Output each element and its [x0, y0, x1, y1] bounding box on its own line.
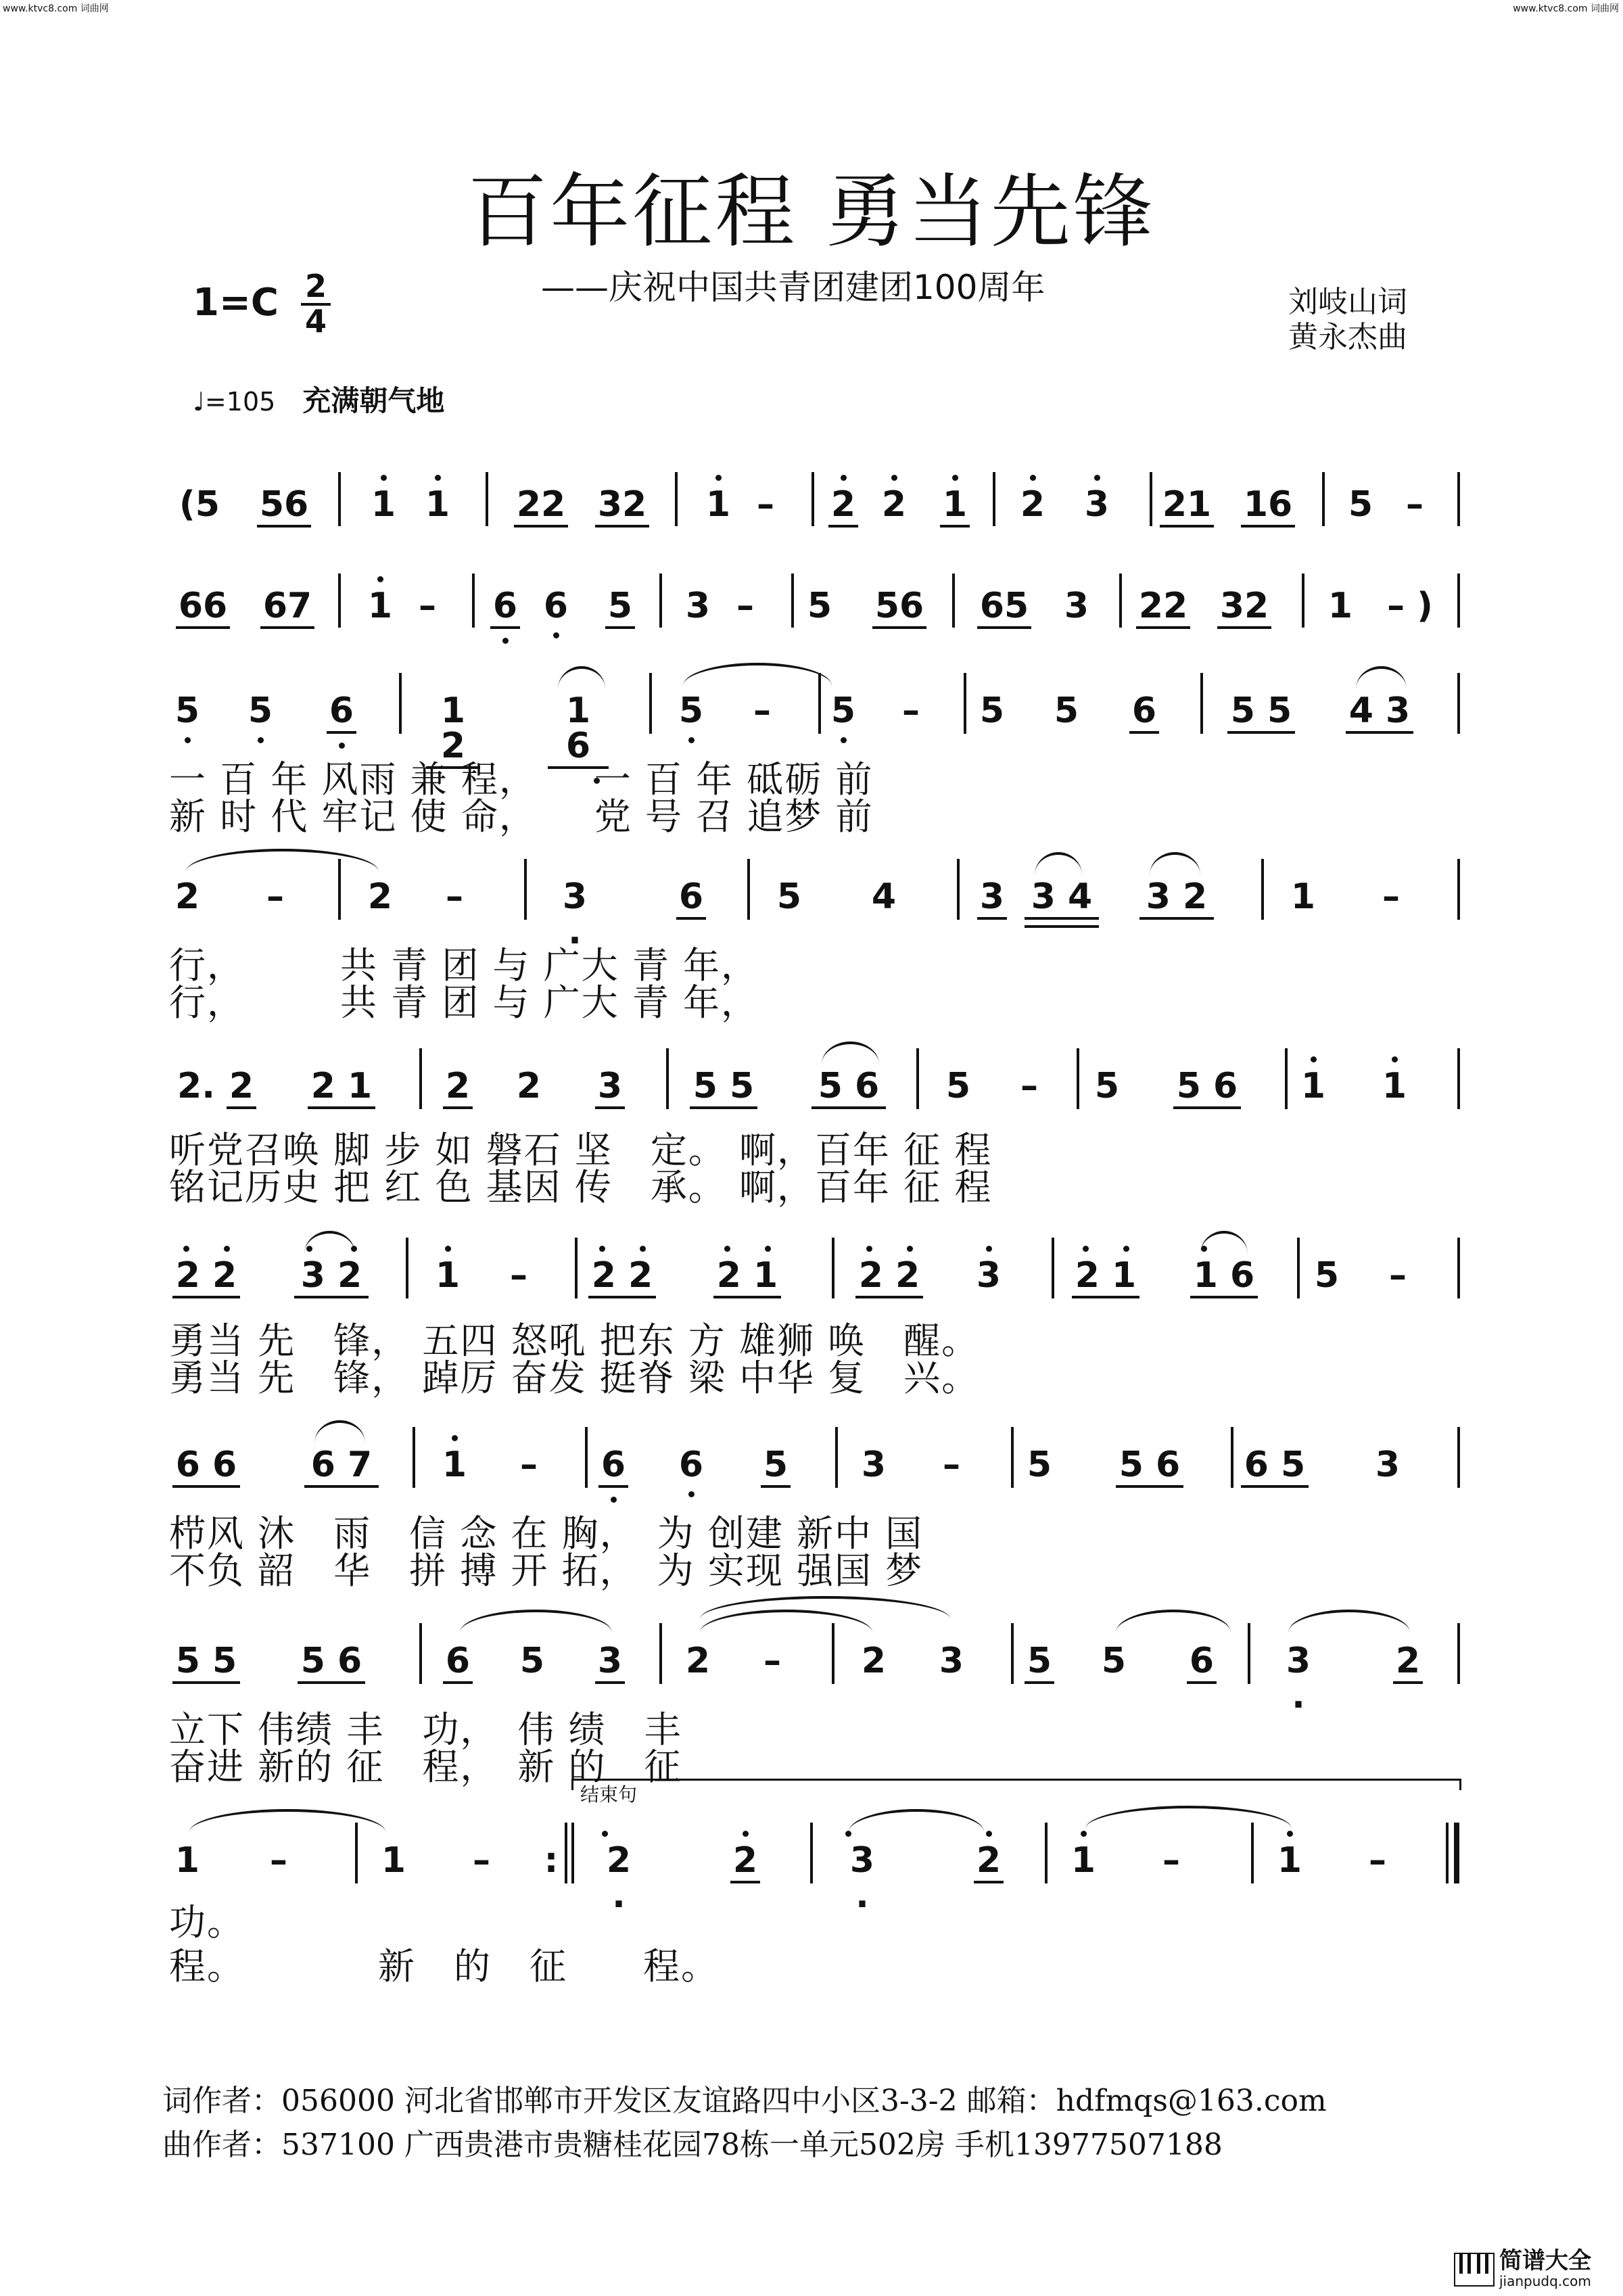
barline: [355, 1823, 358, 1883]
barline: [666, 1048, 669, 1109]
note: –: [1369, 1840, 1386, 1881]
ending-label: 结束句: [580, 1783, 638, 1806]
barline: [1322, 472, 1325, 526]
note: 6 5: [1241, 1447, 1309, 1488]
note: 22: [514, 487, 568, 528]
barline: [1248, 1623, 1250, 1684]
note: 3 .: [839, 1843, 886, 1913]
note: 5: [676, 693, 706, 728]
note: –: [510, 1255, 527, 1296]
note: 5 6: [1173, 1069, 1241, 1109]
composer-contact: 曲作者：537100 广西贵港市贵糖桂花园78栋一单元502房 手机13977507188: [162, 2128, 1223, 2162]
tie: [849, 1809, 984, 1832]
note: 6: [490, 588, 520, 629]
note: 5: [776, 876, 802, 917]
barline: [472, 573, 475, 628]
note: 2 1: [1072, 1258, 1139, 1298]
note: 5 6: [298, 1643, 365, 1684]
system-1: [0, 467, 1623, 582]
note: 6: [598, 1447, 628, 1488]
note: 1: [1380, 1069, 1409, 1104]
barline: [1457, 573, 1460, 628]
barline: [1251, 1823, 1254, 1883]
lyric-verse-2: 新 时 代 牢记 使 命， 党 号 召 追梦 前: [169, 795, 874, 838]
tie: [460, 1610, 612, 1633]
barline: [1457, 1623, 1460, 1684]
note: 1: [1068, 1843, 1098, 1878]
note: 3: [595, 1069, 625, 1109]
note: 4: [871, 876, 897, 917]
note: –: [1382, 876, 1400, 917]
lyric-verse-1: 行， 共 青 团 与 广大 青 年，: [169, 944, 759, 987]
barline: [338, 472, 341, 526]
time-signature-bottom: 4: [304, 303, 327, 339]
barline: [524, 859, 527, 920]
note: 3: [939, 1641, 964, 1681]
lyric-verse-1: 勇当 先 锋， 五四 怒吼 把东 方 雄狮 唤 醒。: [169, 1319, 980, 1362]
system-6: [0, 1224, 1623, 1400]
note: 6: [676, 879, 706, 920]
note: 2 1: [308, 1069, 375, 1109]
note: – ): [1387, 586, 1433, 626]
system-4: [0, 849, 1623, 1025]
note: 2.: [177, 1066, 215, 1106]
tie: [314, 1420, 365, 1443]
note: 6 7: [304, 1447, 379, 1488]
note: 32: [1217, 588, 1271, 629]
note: 2: [367, 876, 393, 917]
barline: [1052, 1238, 1054, 1298]
barline: [832, 1623, 834, 1684]
note: 67: [260, 588, 314, 629]
lyric-verse-1: 功。: [169, 1901, 245, 1944]
note: 6: [327, 693, 356, 734]
barline: [486, 472, 488, 526]
note: –: [736, 586, 754, 626]
note: 5: [172, 693, 202, 728]
note: 65: [977, 588, 1031, 629]
tie: [1035, 852, 1082, 875]
note: 6: [676, 1447, 706, 1482]
lyric-verse-2: 行， 共 青 团 与 广大 青 年，: [169, 981, 759, 1024]
note: 5: [1094, 1066, 1120, 1106]
tie: [822, 1041, 879, 1064]
site-logo: [1454, 2249, 1591, 2291]
note: 6 6: [172, 1447, 240, 1488]
header-left: www.ktvc8.com 词曲网: [3, 3, 109, 14]
note: 2: [730, 1843, 760, 1883]
note: –: [1020, 1066, 1038, 1106]
barline: [1446, 1823, 1449, 1883]
barline: [1077, 1048, 1079, 1109]
note: –: [1389, 1255, 1407, 1296]
note: 22: [1136, 588, 1190, 629]
barline: [585, 1427, 588, 1488]
note: 3: [1082, 487, 1112, 522]
system-5: [0, 1035, 1623, 1211]
tie: [1085, 1806, 1292, 1829]
note: –: [943, 1445, 960, 1485]
note: –: [520, 1445, 538, 1485]
note: 2: [516, 1066, 542, 1106]
note: 2 2: [172, 1258, 240, 1298]
lyric-verse-2: 不负 韶 华 拼 搏 开 拓， 为 实现 强国 梦: [169, 1549, 924, 1592]
note: –: [270, 1840, 287, 1881]
note: –: [473, 1840, 490, 1881]
system-9: [0, 1779, 1623, 1988]
note: 2: [443, 1069, 473, 1109]
note: 5: [1314, 1255, 1340, 1296]
barline: [832, 1238, 834, 1298]
note: –: [753, 690, 771, 731]
note: 5 5: [690, 1069, 757, 1109]
final-barline: [1454, 1823, 1459, 1883]
note: 1: [703, 487, 733, 522]
barline: [818, 673, 821, 734]
note: 3: [595, 1643, 625, 1684]
note: –: [446, 876, 463, 917]
barline: [1011, 1623, 1014, 1684]
note: 2 2: [588, 1258, 656, 1298]
tie: [1356, 666, 1407, 689]
note: 1: [1298, 1069, 1328, 1104]
barline: [952, 573, 955, 628]
note: –: [763, 1641, 781, 1681]
note: 5: [1054, 690, 1079, 731]
barline: [1457, 1048, 1460, 1109]
lyricist-credit: 刘岐山词: [1288, 285, 1407, 319]
logo-url: jianpudq.com: [1499, 2273, 1591, 2290]
note: –: [902, 690, 920, 731]
time-signature: [301, 268, 331, 339]
note: 1: [1275, 1843, 1304, 1878]
lyric-verse-1: 一 百 年 风雨 兼 程， 一 百 年 砥砺 前: [169, 758, 874, 801]
note: 5: [1348, 484, 1373, 525]
note: 1: [423, 487, 452, 522]
barline: [406, 1238, 408, 1298]
barline: [957, 859, 960, 920]
barline: [419, 1048, 422, 1109]
lyric-verse-2: 铭记历史 把 红 色 基因 传 承。 啊，百年 征 程: [169, 1166, 993, 1209]
note: 3: [974, 1258, 1004, 1293]
note: 4 3: [1346, 693, 1413, 734]
system-3: [0, 666, 1623, 842]
note: 6: [1129, 693, 1159, 734]
barline: [1457, 859, 1460, 920]
barline: [1302, 573, 1304, 628]
note: 5: [1025, 1643, 1054, 1684]
note: –: [419, 586, 436, 626]
barline: [1261, 859, 1264, 920]
tempo-bpm: ♩=105: [193, 387, 276, 417]
tie: [1288, 1610, 1410, 1633]
barline: [1457, 1238, 1460, 1298]
note: 6: [541, 588, 571, 624]
note: –: [757, 484, 774, 525]
barline: [1200, 673, 1203, 734]
barline: [575, 1238, 578, 1298]
barline: [1150, 472, 1152, 526]
system-8: [0, 1593, 1623, 1788]
note: 1: [940, 487, 970, 528]
note: 1: [365, 588, 395, 624]
ending-bracket: [571, 1779, 1461, 1790]
tempo-expression: 充满朝气地: [302, 384, 445, 417]
barline: [413, 1427, 415, 1488]
page-title: 百年征程 勇当先锋: [467, 165, 1156, 258]
note: 2: [174, 876, 200, 917]
note: 16: [1241, 487, 1295, 528]
lyric-verse-1: 栉风 沐 雨 信 念 在 胸， 为 创建 新中 国: [169, 1512, 924, 1555]
note: 3 2: [294, 1258, 369, 1298]
note: 6: [1187, 1643, 1217, 1684]
note: 5 6: [1116, 1447, 1183, 1488]
barline: [812, 472, 814, 526]
barline: [1011, 1427, 1014, 1488]
repeat-sign: :: [544, 1840, 559, 1881]
barline: [659, 1623, 662, 1684]
note: 1 2: [426, 693, 480, 769]
note: –: [266, 876, 284, 917]
lyric-verse-2: 奋进 新的 征 程， 新 的 征: [169, 1746, 682, 1788]
note: 5: [1101, 1641, 1127, 1681]
note: 21: [1160, 487, 1214, 528]
note: 5: [828, 693, 858, 728]
barline: [675, 472, 678, 526]
barline: [419, 1623, 422, 1684]
note: 5: [945, 1066, 971, 1106]
note: 3: [977, 879, 1007, 920]
note: 5: [979, 690, 1005, 731]
barline: [659, 573, 662, 628]
note: 2: [227, 1069, 256, 1109]
note: 2 2: [855, 1258, 923, 1298]
tie: [558, 666, 605, 689]
barline: [1297, 1238, 1300, 1298]
note: 3: [1375, 1445, 1401, 1485]
barline: [791, 573, 794, 628]
note: 1: [1290, 876, 1316, 917]
barline: [399, 673, 402, 734]
note: 2: [685, 1641, 711, 1681]
note: 5: [605, 588, 635, 629]
note: 5: [761, 1447, 791, 1488]
note: 3 .: [1286, 1641, 1311, 1716]
note: 6: [443, 1643, 473, 1684]
barline: [1045, 1823, 1048, 1883]
lyric-verse-1: 立下 伟绩 丰 功， 伟 绩 丰: [169, 1708, 682, 1751]
note: 1 6: [548, 693, 609, 769]
note: 3: [1064, 586, 1089, 626]
barline: [338, 573, 341, 628]
lyricist-contact: 词作者：056000 河北省邯郸市开发区友谊路四中小区3-3-2 邮箱：hdfmqs@163.com: [162, 2084, 1327, 2118]
key-signature: 1=C: [193, 281, 279, 325]
note: 3: [685, 586, 711, 626]
note: 5: [807, 586, 832, 626]
note: 2 1: [713, 1258, 781, 1298]
piano-icon: [1454, 2253, 1495, 2287]
barline: [338, 859, 341, 920]
barline: [649, 673, 652, 734]
tie: [1150, 852, 1200, 875]
note: 5: [1027, 1445, 1052, 1485]
barline: [916, 1048, 919, 1109]
repeat-barline: [565, 1823, 567, 1883]
note: 5: [519, 1641, 545, 1681]
barline: [810, 1823, 813, 1883]
subtitle: ——庆祝中国共青团建团100周年: [541, 268, 1045, 307]
tie: [1200, 1231, 1248, 1254]
note: 2: [828, 487, 858, 528]
barline: [1457, 673, 1460, 734]
note: 5: [245, 693, 275, 728]
note: 2: [879, 487, 909, 522]
note: 2: [1018, 487, 1048, 522]
note: 2 .: [595, 1843, 642, 1913]
lyric-verse-1: 听党召唤 脚 步 如 磐石 坚 定。 啊，百年 征 程: [169, 1129, 993, 1171]
note: 3 2: [1139, 879, 1214, 920]
barline: [835, 1427, 838, 1488]
note: 3: [861, 1445, 887, 1485]
tie: [186, 849, 379, 872]
note: 5 6: [812, 1069, 886, 1109]
note: 3 4: [1025, 879, 1099, 920]
note: 2: [861, 1641, 887, 1681]
note: 1 6: [1190, 1258, 1258, 1298]
barline: [1285, 1048, 1288, 1109]
note: (5: [179, 484, 220, 525]
barline: [1119, 573, 1122, 628]
note: 56: [257, 487, 311, 528]
tempo-marking: [193, 379, 444, 419]
note: 32: [595, 487, 649, 528]
note: 56: [872, 588, 926, 629]
note: 1: [174, 1840, 200, 1881]
barline: [1231, 1427, 1233, 1488]
tie: [1116, 1610, 1231, 1633]
note: 2: [974, 1843, 1004, 1883]
barline: [993, 472, 995, 526]
note: –: [1406, 484, 1424, 525]
header-right: www.ktvc8.com 词曲网: [1513, 3, 1619, 14]
time-signature-top: 2: [301, 271, 331, 306]
tie: [683, 663, 832, 686]
note: 1: [1327, 586, 1353, 626]
logo-text: 简谱大全: [1499, 2247, 1591, 2274]
note: 1: [381, 1840, 406, 1881]
note: 2: [1393, 1643, 1423, 1684]
note: 5 5: [1227, 693, 1295, 734]
composer-credit: 黄永杰曲: [1288, 320, 1407, 354]
barline: [747, 859, 750, 920]
note: 66: [176, 588, 230, 629]
lyric-verse-2: 程。 新 的 征 程。: [169, 1945, 719, 1988]
note: 3 .: [562, 876, 588, 952]
note: 1: [369, 487, 398, 522]
note: –: [1162, 1840, 1180, 1881]
barline: [1457, 1427, 1460, 1488]
barline: [1457, 472, 1460, 526]
lyric-verse-2: 勇当 先 锋， 踔厉 奋发 挺脊 梁 中华 复 兴。: [169, 1357, 980, 1399]
system-7: [0, 1410, 1623, 1592]
note: 5 5: [172, 1643, 240, 1684]
barline: [964, 673, 966, 734]
note: 1: [433, 1258, 463, 1293]
note: 1: [440, 1447, 469, 1482]
